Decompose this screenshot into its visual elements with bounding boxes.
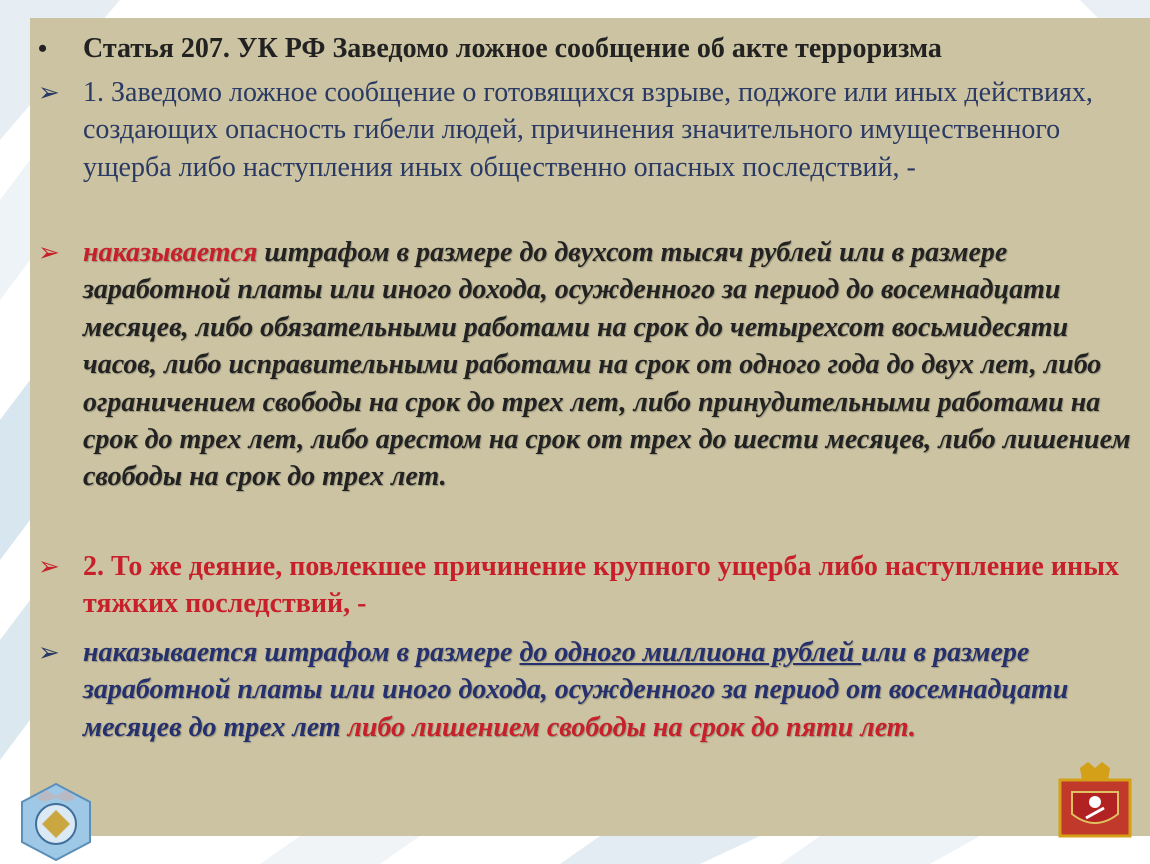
arrow-bullet-icon: ➢ <box>38 552 60 581</box>
bullet-dot-icon: • <box>38 34 48 63</box>
part1-text: 1. Заведомо ложное сообщение о готовящихся взрыве, поджоге или иных действиях, создающих опасность гибели людей, причинения значительного имущественного ущерба либо наступления иных общественно опасных последствий, - <box>83 77 1093 183</box>
penalty2-red-end: либо лишением свободы на срок до пяти лет. <box>347 711 916 743</box>
penalty2-before: наказывается штрафом в размере <box>83 637 520 668</box>
penalty1-body: штрафом в размере до двухсот тысяч рублей или в размере заработной платы или иного дохода, осужденного за период до восемнадцати месяцев, либо обязательными работами на срок до четырехсот восьмидесяти часов, либо исправительными работами на срок от одного года до двух лет, либо ограничением свободы на срок до трех лет, либо принудительными работами на срок до трех лет, либо арестом на срок от трех до шести месяцев, либо лишением свободы на срок до трех лет. <box>83 237 1131 493</box>
penalty2-middle: или в размере заработной платы или иного дохода, осужденного за период от восемнадцати месяцев до трех лет <box>83 637 1069 743</box>
penalty2-underlined: до одного миллиона рублей <box>519 637 862 668</box>
part2-text: 2. То же деяние, повлекшее причинение крупного ущерба либо наступление иных тяжких последствий, - <box>83 551 1119 620</box>
penalty2-text <box>83 634 1133 746</box>
penalty1-text <box>83 234 1133 496</box>
penalty1-lead: наказывается <box>83 237 258 268</box>
moscow-oblast-coat-of-arms-icon <box>1058 762 1132 838</box>
arrow-bullet-icon: ➢ <box>38 78 60 107</box>
article-heading: Статья 207. УК РФ Заведомо ложное сообщение об акте терроризма <box>83 33 942 64</box>
arrow-bullet-icon: ➢ <box>38 638 60 667</box>
content-panel <box>30 18 1150 836</box>
academy-emblem-icon <box>10 780 102 864</box>
arrow-bullet-icon: ➢ <box>38 238 60 267</box>
